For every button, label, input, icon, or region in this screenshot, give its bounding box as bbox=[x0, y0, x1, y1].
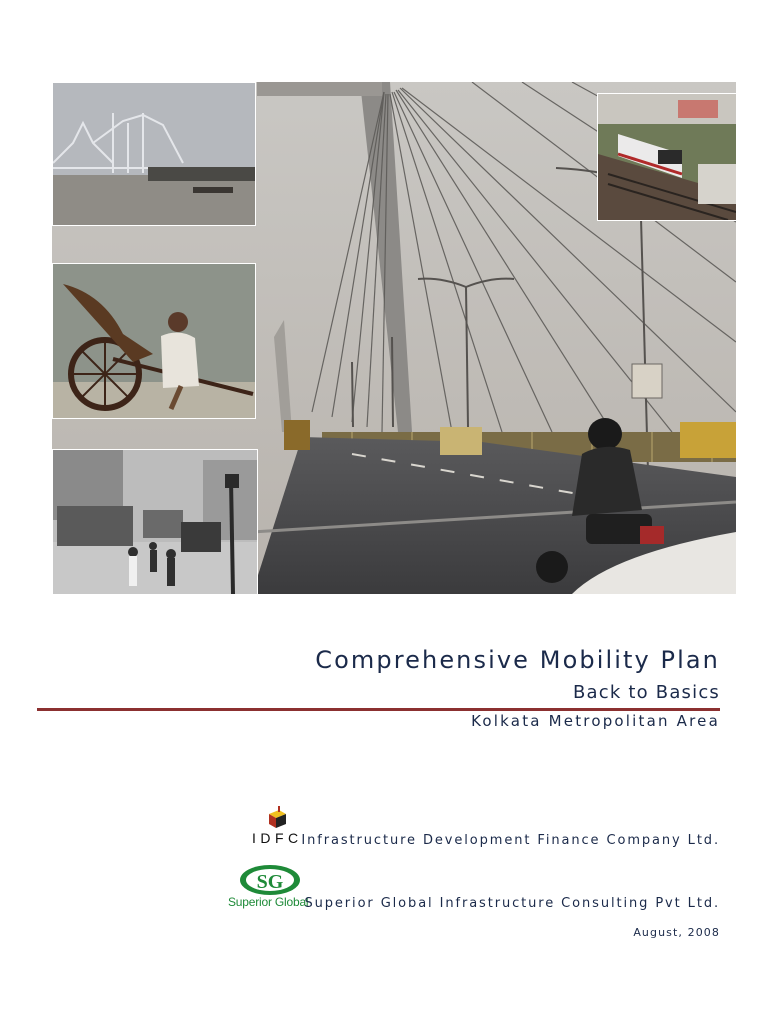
title-divider bbox=[37, 708, 720, 711]
planning-area: Kolkata Metropolitan Area bbox=[471, 712, 720, 730]
howrah-bridge-photo bbox=[52, 82, 256, 226]
historic-street-photo bbox=[52, 449, 258, 594]
idfc-logo-text: IDFC bbox=[252, 830, 303, 846]
idfc-company-name: Infrastructure Development Finance Company Ltd. bbox=[301, 833, 720, 848]
cover-photo-collage bbox=[52, 82, 736, 594]
metro-train-photo bbox=[597, 93, 736, 221]
superior-global-logo-text: Superior Global bbox=[228, 895, 309, 909]
rickshaw-photo bbox=[52, 263, 256, 419]
svg-text:SG: SG bbox=[256, 871, 284, 893]
document-title: Comprehensive Mobility Plan bbox=[315, 646, 720, 674]
idfc-logo bbox=[252, 806, 308, 846]
publication-date: August, 2008 bbox=[633, 926, 720, 939]
idfc-logo-icon bbox=[266, 806, 288, 830]
superior-global-logo-icon bbox=[238, 864, 302, 896]
superior-global-company-name: Superior Global Infrastructure Consulting Pvt Ltd. bbox=[304, 896, 720, 911]
document-subtitle: Back to Basics bbox=[572, 682, 720, 703]
